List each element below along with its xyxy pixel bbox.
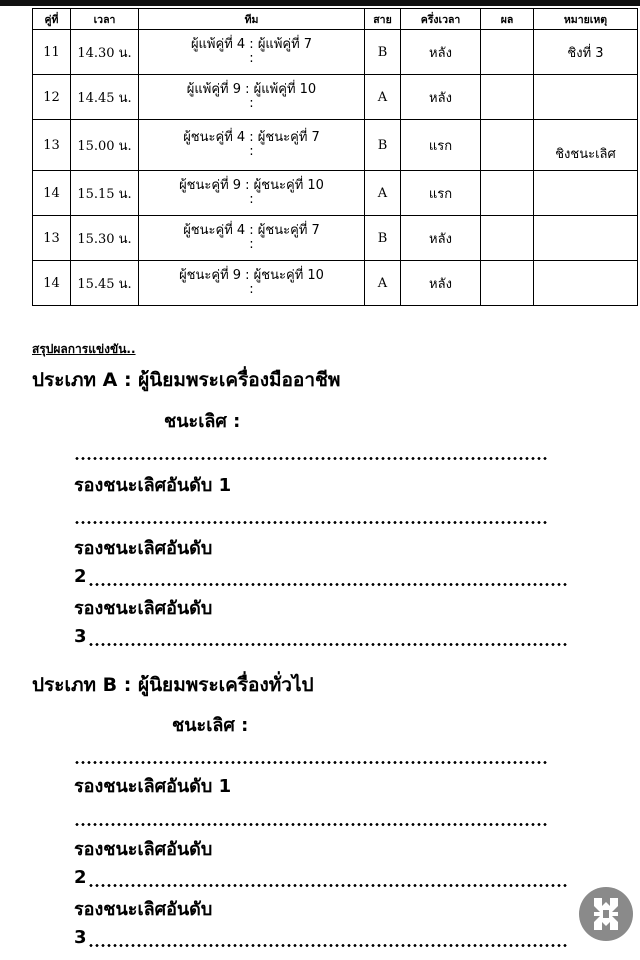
cell-team <box>139 261 365 306</box>
cell-line: B <box>365 216 401 261</box>
cell-note <box>534 261 638 306</box>
cell-team <box>139 30 365 75</box>
cell-match: 13 <box>33 216 71 261</box>
cell-line: B <box>365 120 401 171</box>
category-a-runner1-label: รองชนะเลิศอันดับ 1 <box>74 475 232 496</box>
category-b-runner2-number: 2 <box>74 867 87 888</box>
match-schedule-table <box>32 8 638 306</box>
cell-result <box>481 216 534 261</box>
header-note: หมายเหตุ <box>534 9 638 30</box>
cell-half: แรก <box>401 120 481 171</box>
cell-time: 15.00 น. <box>71 120 139 171</box>
team-colon: : <box>249 51 254 66</box>
cell-team <box>139 120 365 171</box>
team-text: ผู้แพ้คู่ที่ 4 : ผู้แพ้คู่ที่ 7 <box>190 37 313 52</box>
category-b-runner3-label: รองชนะเลิศอันดับ <box>74 899 213 920</box>
team-text: ผู้แพ้คู่ที่ 9 : ผู้แพ้คู่ที่ 10 <box>186 82 317 97</box>
cell-time: 15.30 น. <box>71 216 139 261</box>
category-b-winner-label: ชนะเลิศ : <box>172 715 249 736</box>
top-border <box>0 0 640 6</box>
cell-half: หลัง <box>401 261 481 306</box>
category-b-runner1-blank <box>74 823 548 826</box>
cell-half: หลัง <box>401 216 481 261</box>
table-row <box>33 120 638 171</box>
table-row <box>33 171 638 216</box>
category-a-winner-blank <box>74 457 548 460</box>
header-line: สาย <box>365 9 401 30</box>
table-header-row <box>33 9 638 30</box>
cell-result <box>481 120 534 171</box>
team-colon: : <box>249 96 254 111</box>
cell-match: 13 <box>33 120 71 171</box>
category-a-runner1-blank <box>74 521 548 524</box>
header-time: เวลา <box>71 9 139 30</box>
summary-title: สรุปผลการแข่งขัน.. <box>32 342 136 356</box>
header-team: ทีม <box>139 9 365 30</box>
table-row <box>33 75 638 120</box>
logo-glyph <box>594 898 618 930</box>
cell-match: 14 <box>33 171 71 216</box>
category-b-heading: ประเภท B : ผู้นิยมพระเครื่องทั่วไป <box>32 674 314 696</box>
cell-match: 12 <box>33 75 71 120</box>
category-a-runner2-blank <box>88 583 568 586</box>
cell-time: 15.15 น. <box>71 171 139 216</box>
category-b-runner1-label: รองชนะเลิศอันดับ 1 <box>74 776 232 797</box>
cell-note <box>534 171 638 216</box>
cell-note: ชิงที่ 3 <box>534 30 638 75</box>
cell-half: หลัง <box>401 75 481 120</box>
cell-line: A <box>365 261 401 306</box>
cell-time: 14.45 น. <box>71 75 139 120</box>
cell-line: A <box>365 171 401 216</box>
cell-note: ชิงชนะเลิศ <box>534 120 638 171</box>
team-text: ผู้ชนะคู่ที่ 9 : ผู้ชนะคู่ที่ 10 <box>179 268 324 283</box>
category-a-runner3-label: รองชนะเลิศอันดับ <box>74 598 213 619</box>
category-b-runner2-label: รองชนะเลิศอันดับ <box>74 839 213 860</box>
cell-time: 14.30 น. <box>71 30 139 75</box>
header-half: ครึ่งเวลา <box>401 9 481 30</box>
team-colon: : <box>249 237 254 252</box>
category-a-runner3-blank <box>88 643 568 646</box>
team-colon: : <box>249 282 254 297</box>
category-a-runner2-number: 2 <box>74 566 87 587</box>
header-result: ผล <box>481 9 534 30</box>
cell-match: 14 <box>33 261 71 306</box>
category-a-runner2-label: รองชนะเลิศอันดับ <box>74 538 213 559</box>
cell-match: 11 <box>33 30 71 75</box>
team-colon: : <box>249 144 254 159</box>
cell-result <box>481 75 534 120</box>
team-text: ผู้ชนะคู่ที่ 9 : ผู้ชนะคู่ที่ 10 <box>179 178 324 193</box>
team-colon: : <box>249 192 254 207</box>
cell-half: หลัง <box>401 30 481 75</box>
table-row <box>33 261 638 306</box>
cell-team <box>139 216 365 261</box>
cell-note <box>534 216 638 261</box>
cell-line: A <box>365 75 401 120</box>
category-a-winner-label: ชนะเลิศ : <box>164 411 241 432</box>
cell-result <box>481 261 534 306</box>
team-text: ผู้ชนะคู่ที่ 4 : ผู้ชนะคู่ที่ 7 <box>183 223 320 238</box>
cell-team <box>139 171 365 216</box>
category-b-runner3-blank <box>88 944 568 947</box>
cell-time: 15.45 น. <box>71 261 139 306</box>
cell-note <box>534 75 638 120</box>
cell-half: แรก <box>401 171 481 216</box>
category-b-runner3-number: 3 <box>74 927 87 948</box>
team-text: ผู้ชนะคู่ที่ 4 : ผู้ชนะคู่ที่ 7 <box>183 130 320 145</box>
table-row <box>33 30 638 75</box>
cell-line: B <box>365 30 401 75</box>
category-b-runner2-blank <box>88 884 568 887</box>
header-match: คู่ที่ <box>33 9 71 30</box>
hub-logo-icon[interactable] <box>578 886 634 942</box>
table-row <box>33 216 638 261</box>
cell-team <box>139 75 365 120</box>
cell-result <box>481 30 534 75</box>
category-a-runner3-number: 3 <box>74 626 87 647</box>
category-b-winner-blank <box>74 761 548 764</box>
cell-result <box>481 171 534 216</box>
category-a-heading: ประเภท A : ผู้นิยมพระเครื่องมืออาชีพ <box>32 369 341 391</box>
